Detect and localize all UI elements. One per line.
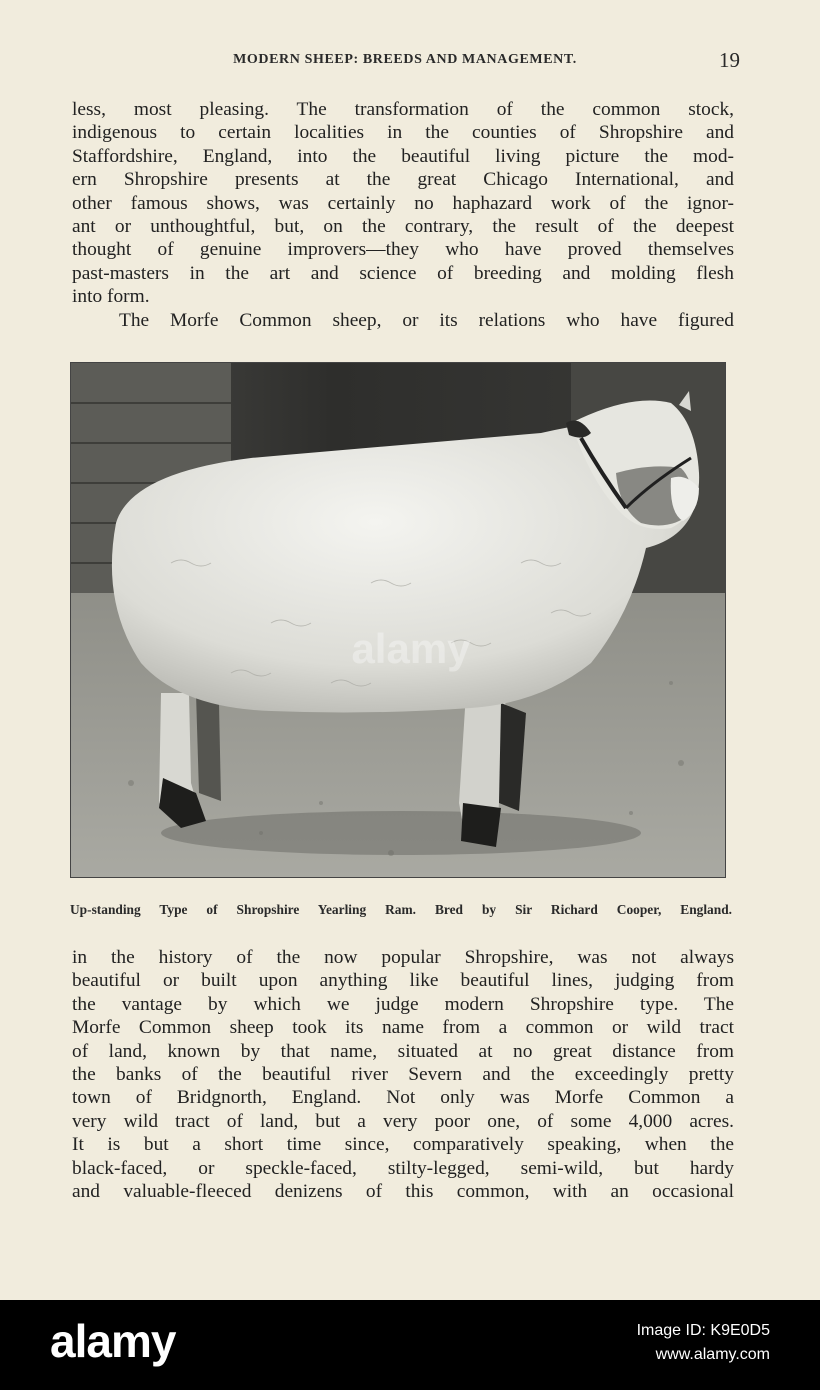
- body-text-top: [72, 98, 734, 332]
- text-line: town of Bridgnorth, England. Not only was Morfe Common a: [72, 1087, 734, 1109]
- text-line: the banks of the beautiful river Severn and the exceedingly pretty: [72, 1063, 734, 1085]
- page-number: 19: [719, 48, 740, 72]
- image-id: Image ID: K9E0D5: [636, 1322, 770, 1339]
- text-line: in the history of the now popular Shropshire, was not always: [72, 947, 734, 968]
- sheep-photograph: [70, 362, 726, 878]
- shropshire-ram-image: [71, 363, 725, 877]
- text-line: It is but a short time since, comparatively speaking, when the: [72, 1134, 734, 1156]
- text-line: the vantage by which we judge modern Shropshire type. The: [72, 993, 734, 1015]
- figure-caption: Up-standing Type of Shropshire Yearling Ram. Bred by Sir Richard Cooper, England.: [70, 902, 732, 917]
- text-line: black-faced, or speckle-faced, stilty-legged, semi-wild, but hardy: [72, 1157, 734, 1179]
- text-line: very wild tract of land, but a very poor one, of some 4,000 acres.: [72, 1110, 734, 1132]
- running-head: [70, 50, 740, 74]
- text-line: Staffordshire, England, into the beautiful living picture the mod-: [72, 145, 734, 167]
- text-line: and valuable-fleeced denizens of this common, with an occasional: [72, 1180, 734, 1202]
- text-line: indigenous to certain localities in the counties of Shropshire and: [72, 122, 734, 144]
- alamy-logo: alamy: [50, 1315, 176, 1367]
- running-title: MODERN SHEEP: BREEDS AND MANAGEMENT.: [233, 52, 577, 67]
- text-line: Morfe Common sheep took its name from a common or wild tract: [72, 1017, 734, 1039]
- watermark: alamy: [351, 625, 471, 672]
- text-line: The Morfe Common sheep, or its relations who have figured: [119, 309, 734, 331]
- body-text-bottom: [72, 946, 734, 1203]
- text-line: less, most pleasing. The transformation of the common stock,: [72, 99, 734, 120]
- text-line: thought of genuine improvers—they who have proved themselves: [72, 239, 734, 261]
- site-url: www.alamy.com: [655, 1346, 770, 1363]
- text-line: past-masters in the art and science of breeding and molding flesh: [72, 262, 734, 284]
- text-line: of land, known by that name, situated at no great distance from: [72, 1040, 734, 1062]
- stock-footer-bar: [0, 1300, 820, 1390]
- text-line: into form.: [72, 286, 150, 308]
- text-line: ern Shropshire presents at the great Chicago International, and: [72, 169, 734, 191]
- text-line: other famous shows, was certainly no haphazard work of the ignor-: [72, 192, 734, 214]
- text-line: beautiful or built upon anything like beautiful lines, judging from: [72, 970, 734, 992]
- text-line: ant or unthoughtful, but, on the contrary, the result of the deepest: [72, 215, 734, 237]
